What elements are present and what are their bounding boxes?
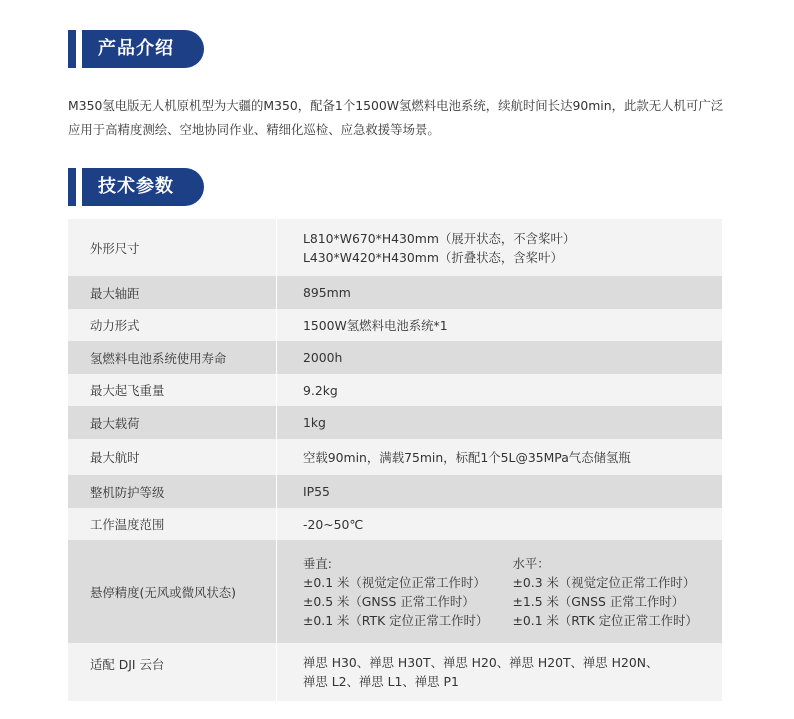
hover-vertical-column (303, 554, 513, 630)
spec-row-power (68, 309, 722, 341)
spec-label: 动力形式 (68, 309, 277, 341)
spec-label: 最大轴距 (68, 276, 277, 309)
spec-value-line: 禅思 L2、禅思 L1、禅思 P1 (303, 674, 459, 689)
spec-row-endurance (68, 439, 722, 475)
hover-horizontal-column (513, 554, 723, 630)
spec-value: -20~50℃ (277, 508, 723, 540)
spec-row-wheelbase (68, 276, 722, 309)
spec-value-line: ±0.1 米（RTK 定位正常工作时） (303, 612, 489, 628)
spec-label: 氢燃料电池系统使用寿命 (68, 341, 277, 374)
spec-value: 9.2kg (277, 374, 723, 406)
spec-value (277, 540, 723, 643)
spec-label: 工作温度范围 (68, 508, 277, 540)
spec-value-line: ±0.5 米（GNSS 正常工作时） (303, 593, 475, 609)
spec-value (277, 643, 723, 701)
section-title: 产品介绍 (98, 38, 174, 59)
spec-row-protection (68, 475, 722, 508)
spec-row-gimbal (68, 643, 722, 701)
spec-value-line: ±0.1 米（视觉定位正常工作时） (303, 574, 486, 590)
specs-table (68, 219, 722, 701)
spec-value (277, 219, 723, 276)
spec-label: 整机防护等级 (68, 475, 277, 508)
section-header-product-intro (68, 30, 208, 68)
spec-row-lifespan (68, 341, 722, 374)
section-title: 技术参数 (98, 176, 174, 197)
spec-label: 外形尺寸 (68, 219, 277, 276)
spec-value-line: L810*W670*H430mm（展开状态，不含桨叶） (303, 230, 576, 246)
spec-value: 895mm (277, 276, 723, 309)
spec-value: 1kg (277, 406, 723, 439)
spec-value: 1500W氢燃料电池系统*1 (277, 309, 723, 341)
spec-value: 2000h (277, 341, 723, 374)
section-header-bar (68, 30, 76, 68)
spec-row-dimensions (68, 219, 722, 276)
spec-row-hover-accuracy (68, 540, 722, 643)
spec-value-line: ±0.3 米（视觉定位正常工作时） (512, 574, 696, 590)
spec-row-temperature (68, 508, 722, 540)
spec-value-line: 水平： (512, 555, 550, 571)
spec-row-takeoff-weight (68, 374, 722, 406)
section-header-tech-specs (68, 168, 208, 206)
spec-value-line: ±1.5 米（GNSS 正常工作时） (512, 593, 685, 609)
intro-paragraph: M350氢电版无人机原机型为大疆的M350，配备1个1500W氢燃料电池系统，续航时间长达90min，此款无人机可广泛应用于高精度测绘、空地协同作业、精细化巡检、应急救援等场景。 (68, 98, 724, 137)
section-header-bar (68, 168, 76, 206)
spec-value-line: L430*W420*H430mm（折叠状态，含桨叶） (303, 249, 563, 265)
spec-label: 悬停精度(无风或微风状态) (68, 540, 277, 643)
spec-value-line: 禅思 H30、禅思 H30T、禅思 H20、禅思 H20T、禅思 H20N、 (303, 655, 659, 670)
spec-label: 最大起飞重量 (68, 374, 277, 406)
spec-label: 适配 DJI 云台 (68, 643, 277, 701)
spec-row-payload (68, 406, 722, 439)
spec-value-line: 垂直: (303, 555, 332, 571)
spec-label: 最大航时 (68, 439, 277, 475)
spec-value: 空载90min，满载75min，标配1个5L@35MPa气态储氢瓶 (277, 439, 723, 475)
spec-value-line: ±0.1 米（RTK 定位正常工作时） (512, 612, 698, 628)
spec-label: 最大载荷 (68, 406, 277, 439)
spec-value: IP55 (277, 475, 723, 508)
